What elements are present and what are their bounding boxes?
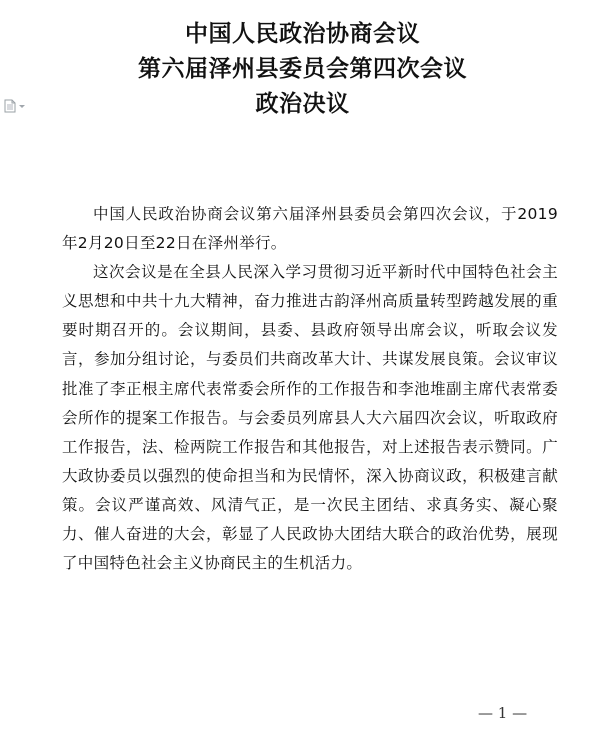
document-dropdown-icon — [4, 99, 26, 113]
document-body — [62, 200, 558, 578]
paragraph-2: 这次会议是在全县人民深入学习贯彻习近平新时代中国特色社会主义思想和中共十九大精神，奋力推进古韵泽州高质量转型跨越发展的重要时期召开的。会议期间，县委、县政府领导出席会议，听取会议发言，参加分组讨论，与委员们共商改革大计、共谋发展良策。会议审议批准了李正根主席代表常委会所作的工作报告和李池堆副主席代表常委会所作的提案工作报告。与会委员列席县人大六届四次会议，听取政府工作报告，法、检两院工作报告和其他报告，对上述报告表示赞同。广大政协委员以强烈的使命担当和为民情怀，深入协商议政，积极建言献策。会议严谨高效、风清气正，是一次民主团结、求真务实、凝心聚力、催人奋进的大会，彰显了人民政协大团结大联合的政治优势，展现了中国特色社会主义协商民主的生机活力。 — [62, 263, 558, 573]
title-line-2: 第六届泽州县委员会第四次会议 — [138, 55, 467, 82]
title-line-3: 政治决议 — [255, 90, 350, 117]
paragraph-1: 中国人民政治协商会议第六届泽州县委员会第四次会议，于2019年2月20日至22日在泽州举行。 — [62, 205, 558, 253]
document-icon[interactable] — [4, 98, 26, 112]
page-number: — 1 — — [478, 704, 528, 722]
document-title — [0, 16, 605, 121]
title-line-1: 中国人民政治协商会议 — [185, 20, 420, 47]
